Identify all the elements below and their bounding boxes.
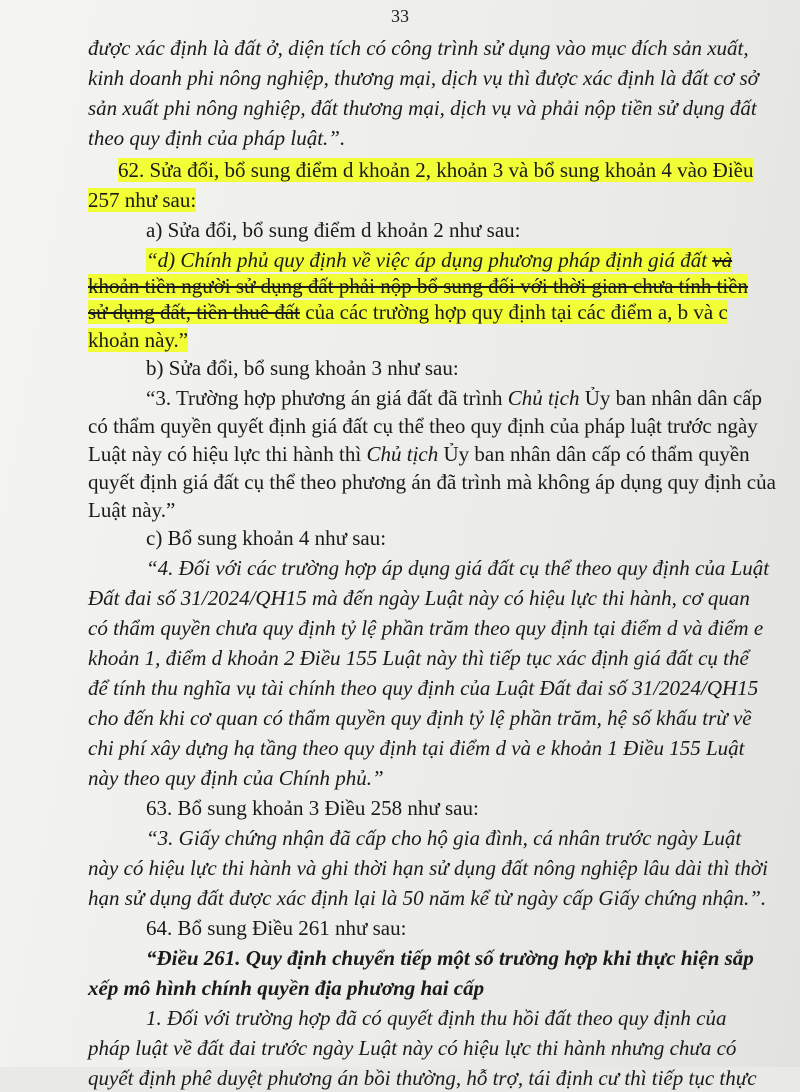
highlight: khoản này.” bbox=[88, 328, 189, 352]
strikethrough-line bbox=[88, 272, 748, 300]
quoted-text-line bbox=[146, 246, 732, 274]
page-number: 33 bbox=[391, 6, 409, 26]
text-span: Luật này có hiệu lực thi hành thì bbox=[88, 442, 367, 466]
highlight: 257 như sau: bbox=[88, 188, 197, 212]
text-line bbox=[88, 326, 188, 354]
strikethrough-text: khoản tiền người sử dụng đất phải nộp bổ sung đối với thời gian chưa tính tiền bbox=[88, 274, 749, 298]
text-line: Đất đai số 31/2024/QH15 mà đến ngày Luật này có hiệu lực thi hành, cơ quan bbox=[88, 586, 750, 610]
article-64-heading: 64. Bổ sung Điều 261 như sau: bbox=[146, 916, 407, 940]
subitem-a: a) Sửa đổi, bổ sung điểm d khoản 2 như sau: bbox=[146, 218, 521, 242]
text-line: pháp luật về đất đai trước ngày Luật này có hiệu lực thi hành nhưng chưa có bbox=[88, 1036, 737, 1060]
italic-span: Chủ tịch bbox=[507, 386, 580, 410]
text-line bbox=[146, 384, 762, 412]
text-line: 1. Đối với trường hợp đã có quyết định thu hồi đất theo quy định của bbox=[146, 1006, 727, 1030]
text-line: Luật này.” bbox=[88, 498, 176, 522]
text-line: có thẩm quyền quyết định giá đất cụ thể theo quy định của pháp luật trước ngày bbox=[88, 414, 758, 438]
text-line: “4. Đối với các trường hợp áp dụng giá đất cụ thể theo quy định của Luật bbox=[146, 556, 770, 580]
subitem-b: b) Sửa đổi, bổ sung khoản 3 như sau: bbox=[146, 356, 459, 380]
text-line: theo quy định của pháp luật.”. bbox=[88, 126, 346, 150]
text-line: có thẩm quyền chưa quy định tỷ lệ phần trăm theo quy định tại điểm d và điểm e bbox=[88, 616, 764, 640]
text-line: cho đến khi cơ quan có thẩm quyền quy định tỷ lệ phần trăm, hệ số khấu trừ về bbox=[88, 706, 752, 730]
highlight: của các trường hợp quy định tại các điểm a, b và c bbox=[300, 300, 728, 324]
article-62-heading bbox=[118, 156, 753, 184]
text-line bbox=[88, 298, 728, 326]
text-span: “3. Trường hợp phương án giá đất đã trình bbox=[146, 386, 508, 410]
text-line: hạn sử dụng đất được xác định lại là 50 năm kể từ ngày cấp Giấy chứng nhận.”. bbox=[88, 886, 767, 910]
strikethrough-text: và bbox=[712, 248, 733, 272]
text-line: này có hiệu lực thi hành và ghi thời hạn sử dụng đất nông nghiệp lâu dài thì thời bbox=[88, 856, 768, 880]
text-line: được xác định là đất ở, diện tích có công trình sử dụng vào mục đích sản xuất, bbox=[88, 36, 749, 60]
article-261-title: “Điều 261. Quy định chuyển tiếp một số trường hợp khi thực hiện sắp bbox=[146, 946, 754, 970]
text-line: quyết định giá đất cụ thể theo phương án đã trình mà không áp dụng quy định của bbox=[88, 470, 776, 494]
article-63-heading: 63. Bổ sung khoản 3 Điều 258 như sau: bbox=[146, 796, 479, 820]
article-261-title: xếp mô hình chính quyền địa phương hai cấp bbox=[88, 976, 485, 1000]
highlight: “d) Chính phủ quy định về việc áp dụng phương pháp định giá đất bbox=[146, 248, 713, 272]
highlight: 62. Sửa đổi, bổ sung điểm d khoản 2, khoản 3 và bổ sung khoản 4 vào Điều bbox=[118, 158, 754, 182]
subitem-c: c) Bổ sung khoản 4 như sau: bbox=[146, 526, 387, 550]
text-line bbox=[88, 186, 196, 214]
text-span: Ủy ban nhân dân cấp có thẩm quyền bbox=[438, 442, 750, 466]
text-line bbox=[88, 440, 750, 468]
text-line: quyết định phê duyệt phương án bồi thường, hỗ trợ, tái định cư thì tiếp tục thực bbox=[88, 1066, 757, 1090]
strikethrough-text: sử dụng đất, tiền thuê đất bbox=[88, 300, 301, 324]
text-line: này theo quy định của Chính phủ.” bbox=[88, 766, 384, 790]
text-line: kinh doanh phi nông nghiệp, thương mại, dịch vụ thì được xác định là đất cơ sở bbox=[88, 66, 759, 90]
text-line: để tính thu nghĩa vụ tài chính theo quy định của Luật Đất đai số 31/2024/QH15 bbox=[88, 676, 759, 700]
italic-span: Chủ tịch bbox=[366, 442, 439, 466]
text-line: sản xuất phi nông nghiệp, đất thương mại, dịch vụ và phải nộp tiền sử dụng đất bbox=[88, 96, 757, 120]
text-line: “3. Giấy chứng nhận đã cấp cho hộ gia đình, cá nhân trước ngày Luật bbox=[146, 826, 742, 850]
text-span: Ủy ban nhân dân cấp bbox=[579, 386, 762, 410]
text-line: chi phí xây dựng hạ tầng theo quy định tại điểm d và e khoản 1 Điều 155 Luật bbox=[88, 736, 745, 760]
text-line: khoản 1, điểm d khoản 2 Điều 155 Luật này thì tiếp tục xác định giá đất cụ thể bbox=[88, 646, 749, 670]
